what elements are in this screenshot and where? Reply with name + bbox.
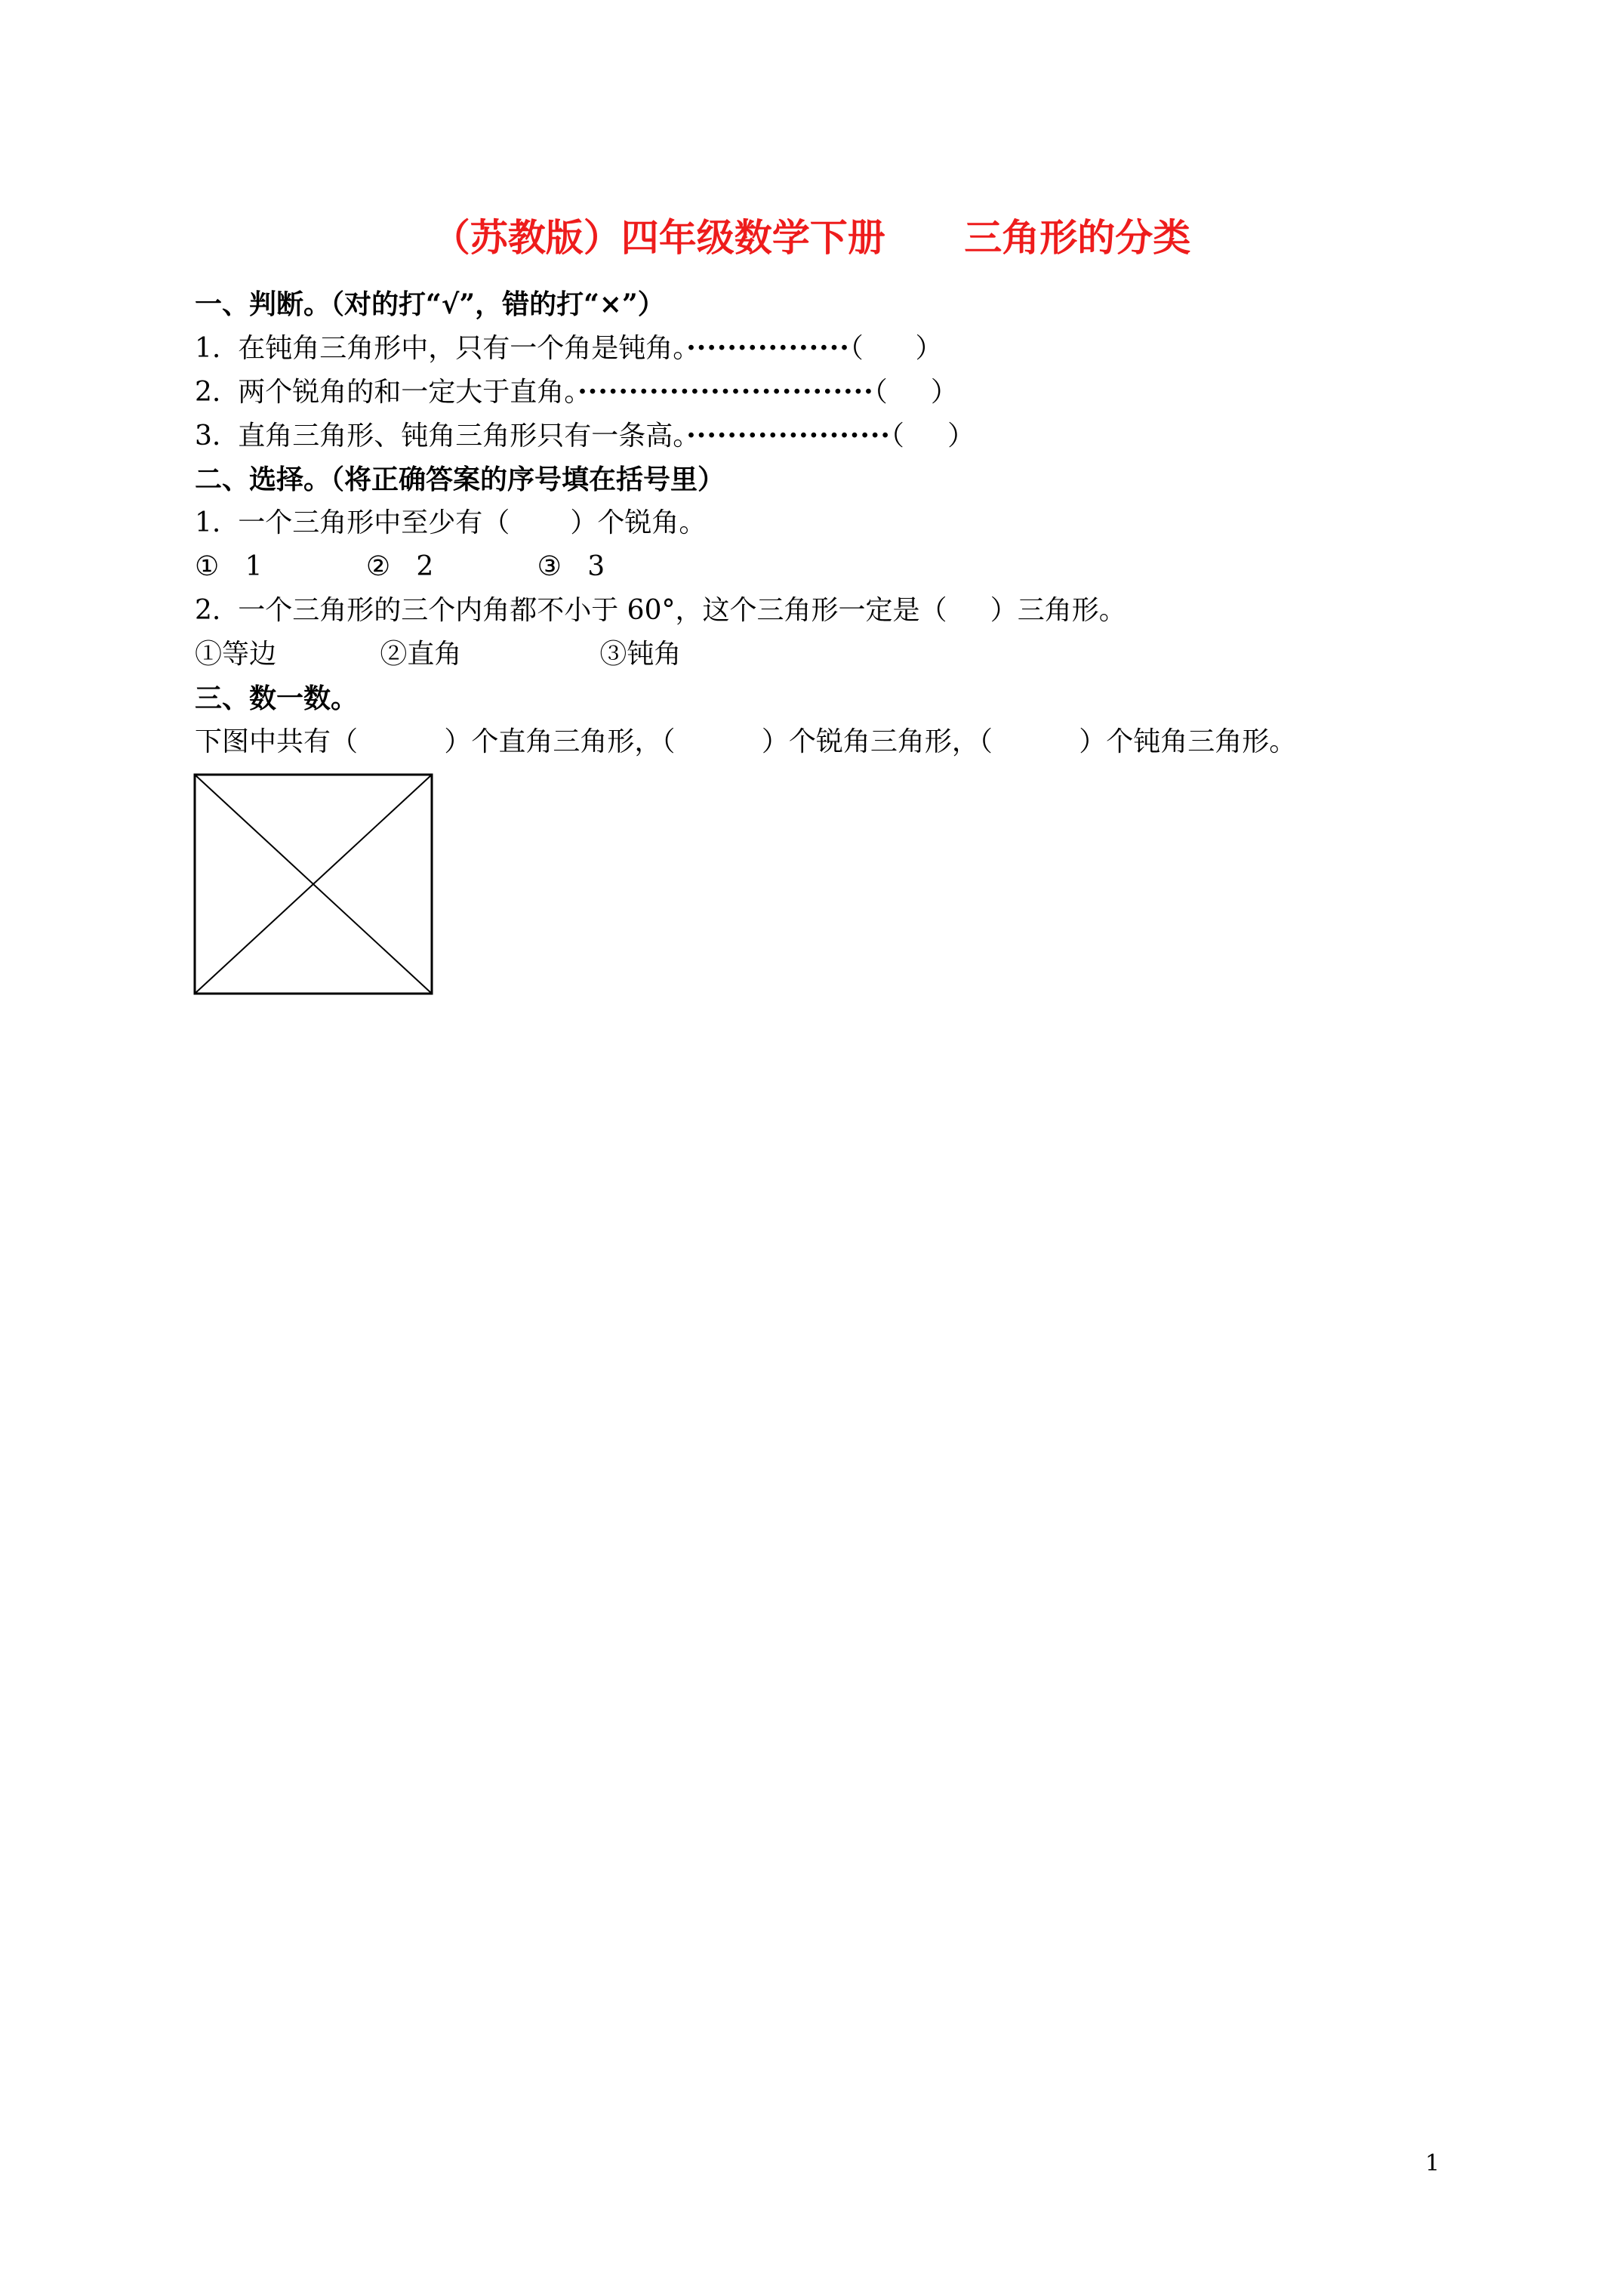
judgment-item-3	[195, 417, 975, 455]
choice-question-2: 2. 一个三角形的三个内角都不小于 60°，这个三角形一定是（ ）三角形。	[195, 595, 1126, 626]
choice-question-2-options: ①等边 ②直角 ③钝角	[195, 639, 682, 670]
count-question: 下图中共有（ ）个直角三角形，（ ）个锐角三角形，（ ）个钝角三角形。	[195, 726, 1297, 757]
square-diagonals-figure	[193, 773, 433, 995]
section1-heading: 一、判断。（对的打“√”，错的打“×”）	[195, 288, 665, 320]
judgment-item-2-text: 2. 两个锐角的和一定大于直角。	[195, 377, 578, 408]
choice-question-1-options: ① 1 ② 2 ③ 3	[195, 551, 605, 582]
judgment-item-3-bracket[interactable]: （ ）	[890, 421, 975, 451]
judgment-item-3-dots: ····················	[686, 420, 891, 451]
judgment-item-2-dots: ·····························	[577, 376, 874, 408]
judgment-item-1	[195, 329, 942, 368]
judgment-item-1-dots: ················	[686, 332, 850, 364]
judgment-item-1-text: 1. 在钝角三角形中，只有一个角是钝角。	[195, 333, 687, 364]
choice-question-1: 1. 一个三角形中至少有（ ）个锐角。	[195, 507, 707, 538]
judgment-item-2-bracket[interactable]: （ ）	[873, 377, 958, 408]
judgment-item-3-text: 3. 直角三角形、钝角三角形只有一条高。	[195, 421, 687, 451]
judgment-item-2	[195, 373, 958, 411]
page-title: （苏教版）四年级数学下册 三角形的分类	[432, 215, 1191, 260]
section3-heading: 三、数一数。	[195, 683, 359, 714]
judgment-item-1-bracket[interactable]: （ ）	[849, 333, 943, 364]
page-number: 1	[1425, 2150, 1440, 2177]
section2-heading: 二、选择。（将正确答案的序号填在括号里）	[195, 464, 725, 495]
